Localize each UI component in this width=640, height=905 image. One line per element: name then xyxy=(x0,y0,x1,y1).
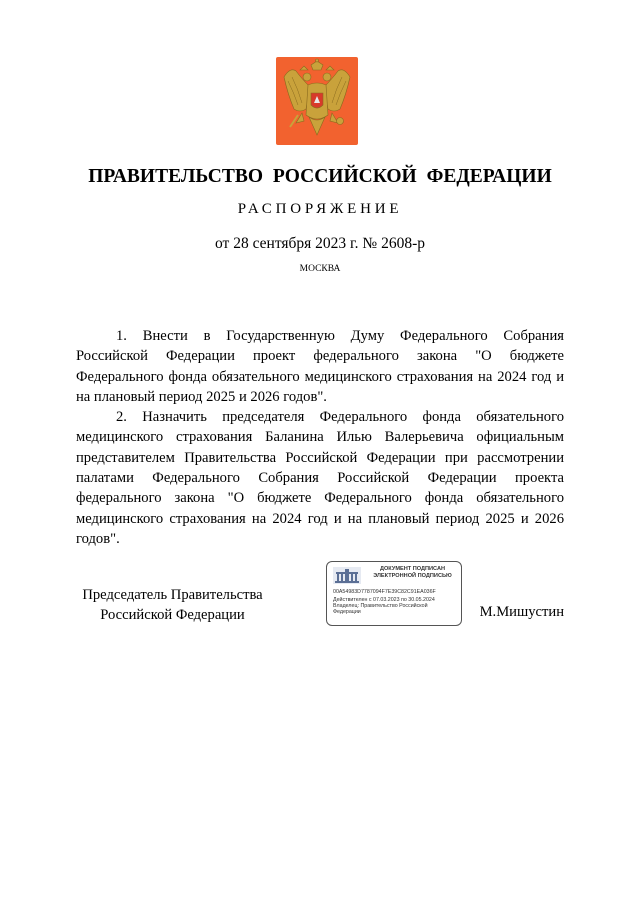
document-type: РАСПОРЯЖЕНИЕ xyxy=(237,201,403,217)
signatory-title-line-1: Председатель Правительства xyxy=(82,587,263,603)
paragraph-1: 1. Внести в Государственную Думу Федерального Собрания Российской Федерации проект федерального закона "О бюджете Федерального фонда обязательного медицинского страхования на 2024 год и на плановый период 2025 и 2026 годов". xyxy=(76,328,564,405)
government-building-icon xyxy=(333,567,361,584)
stamp-owner-line-2: Федерации xyxy=(333,609,361,615)
stamp-validity: Действителен с 07.03.2023 по 30.05.2024 xyxy=(333,597,435,603)
coat-of-arms-icon xyxy=(276,57,358,145)
stamp-owner-line-1: Владелец: Правительство Российской xyxy=(333,603,428,609)
signatory-title xyxy=(80,585,265,625)
stamp-heading-line-2: ЭЛЕКТРОННОЙ ПОДПИСЬЮ xyxy=(373,573,452,579)
government-title: ПРАВИТЕЛЬСТВО РОССИЙСКОЙ ФЕДЕРАЦИИ xyxy=(88,166,552,187)
issuing-city: МОСКВА xyxy=(299,264,341,274)
stamp-certificate: 00A54983D7787094F7E39C82C91EA036F xyxy=(333,589,436,595)
stamp-heading xyxy=(365,566,460,580)
electronic-signature-stamp xyxy=(326,561,462,626)
paragraph-2: 2. Назначить председателя Федерального фонда обязательного медицинского страхования Баланина Илью Валерьевича официальным представителем Правительства Российской Федерации при рассмотрении палатами Федерального Собрания Российской Федерации проекта федерального закона "О бюджете Федерального фонда обязательного медицинского страхования на 2024 год и на плановый период 2025 и 2026 годов". xyxy=(76,409,564,547)
signatory-name: М.Мишустин xyxy=(479,604,564,620)
document-body xyxy=(76,326,564,549)
document-date-number: от 28 сентября 2023 г. № 2608-р xyxy=(215,235,425,252)
stamp-heading-line-1: ДОКУМЕНТ ПОДПИСАН xyxy=(379,566,446,572)
signatory-title-line-2: Российской Федерации xyxy=(100,607,245,623)
